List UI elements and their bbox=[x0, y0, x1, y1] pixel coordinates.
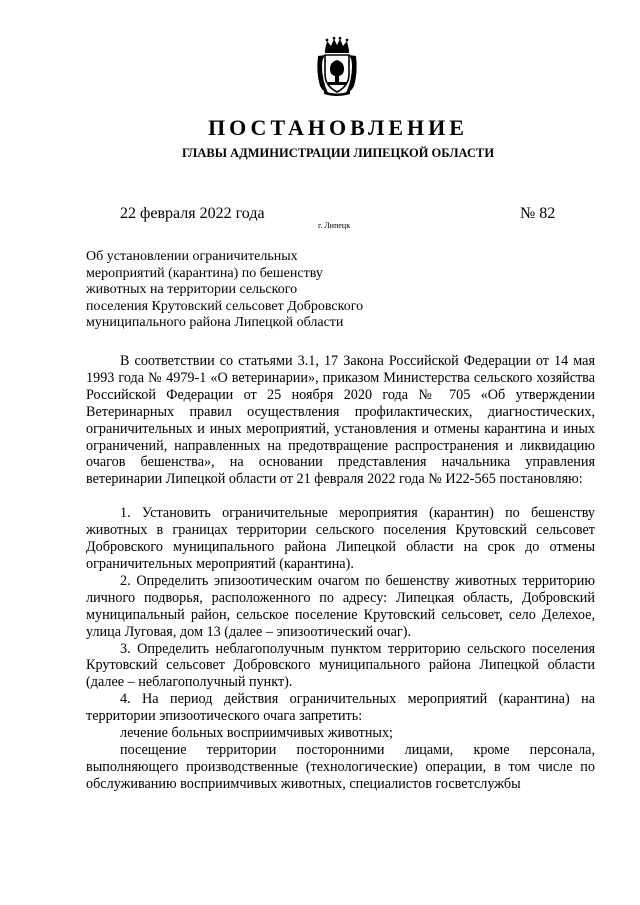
subject-line: животных на территории сельского bbox=[86, 282, 298, 298]
subject-line: муниципального района Липецкой области bbox=[86, 315, 344, 331]
paragraph-item-4-sub-2: посещение территории посторонними лицами, кроме персонала, выполняющего производственные (технологические) операции, в том числе по обслуживанию восприимчивых животных, специалистов госветслужбы bbox=[86, 741, 595, 792]
paragraph-item-3: 3. Определить неблагополучным пунктом территорию сельского поселения Крутовский сельсовет Добровского муниципального района Липецкой области (далее – неблагополучный пункт). bbox=[86, 640, 595, 691]
issuer-subtitle: ГЛАВЫ АДМИНИСТРАЦИИ ЛИПЕЦКОЙ ОБЛАСТИ bbox=[181, 146, 495, 160]
coat-of-arms-emblem-icon bbox=[316, 36, 358, 96]
subject-line: поселения Крутовский сельсовет Добровского bbox=[86, 298, 364, 314]
preamble-paragraph: В соответствии со статьями 3.1, 17 Закона Российской Федерации от 14 мая 1993 года № 4979-1 «О ветеринарии», приказом Министерства сельского хозяйства Российской Федерации от 25 ноября 2020 года № 705 «Об утверждении Ветеринарных правил осуществления профилактических, диагностических, ограничительных и иных мероприятий, установления и отмены карантина и иных ограничений, направленных на предотвращение распространения и ликвидацию очагов бешенства», на основании представления начальника управления ветеринарии Липецкой области от 21 февраля 2022 года № И22-565 постановляю: bbox=[86, 353, 595, 488]
document-subject bbox=[86, 249, 406, 332]
subject-line: Об установлении ограничительных bbox=[86, 249, 298, 264]
paragraph-item-2: 2. Определить эпизоотическим очагом по бешенству животных территорию личного подворья, расположенного по адресу: Липецкая область, Добровский муниципальный район, сельское поселение Крутовский сельсовет, село Делехое, улица Луговая, дом 13 (далее – эпизоотический очаг). bbox=[86, 572, 595, 640]
paragraph-item-4-sub-1: лечение больных восприимчивых животных; bbox=[120, 725, 393, 742]
subject-line: мероприятий (карантина) по бешенству bbox=[86, 265, 323, 281]
document-body bbox=[86, 353, 595, 793]
document-type-title: ПОСТАНОВЛЕНИЕ bbox=[208, 115, 468, 140]
document-number: № 82 bbox=[520, 205, 556, 222]
document-date: 22 февраля 2022 года bbox=[120, 205, 265, 222]
paragraph-item-1: 1. Установить ограничительные мероприятия (карантин) по бешенству животных в границах территории сельского поселения Крутовский сельсовет Добровского муниципального района Липецкой области на срок до отмены ограничительных мероприятий (карантина). bbox=[86, 505, 595, 572]
paragraph-item-4: 4. На период действия ограничительных мероприятий (карантина) на территории эпизоотического очага запретить: bbox=[86, 691, 595, 725]
document-city: г. Липецк bbox=[318, 221, 351, 230]
